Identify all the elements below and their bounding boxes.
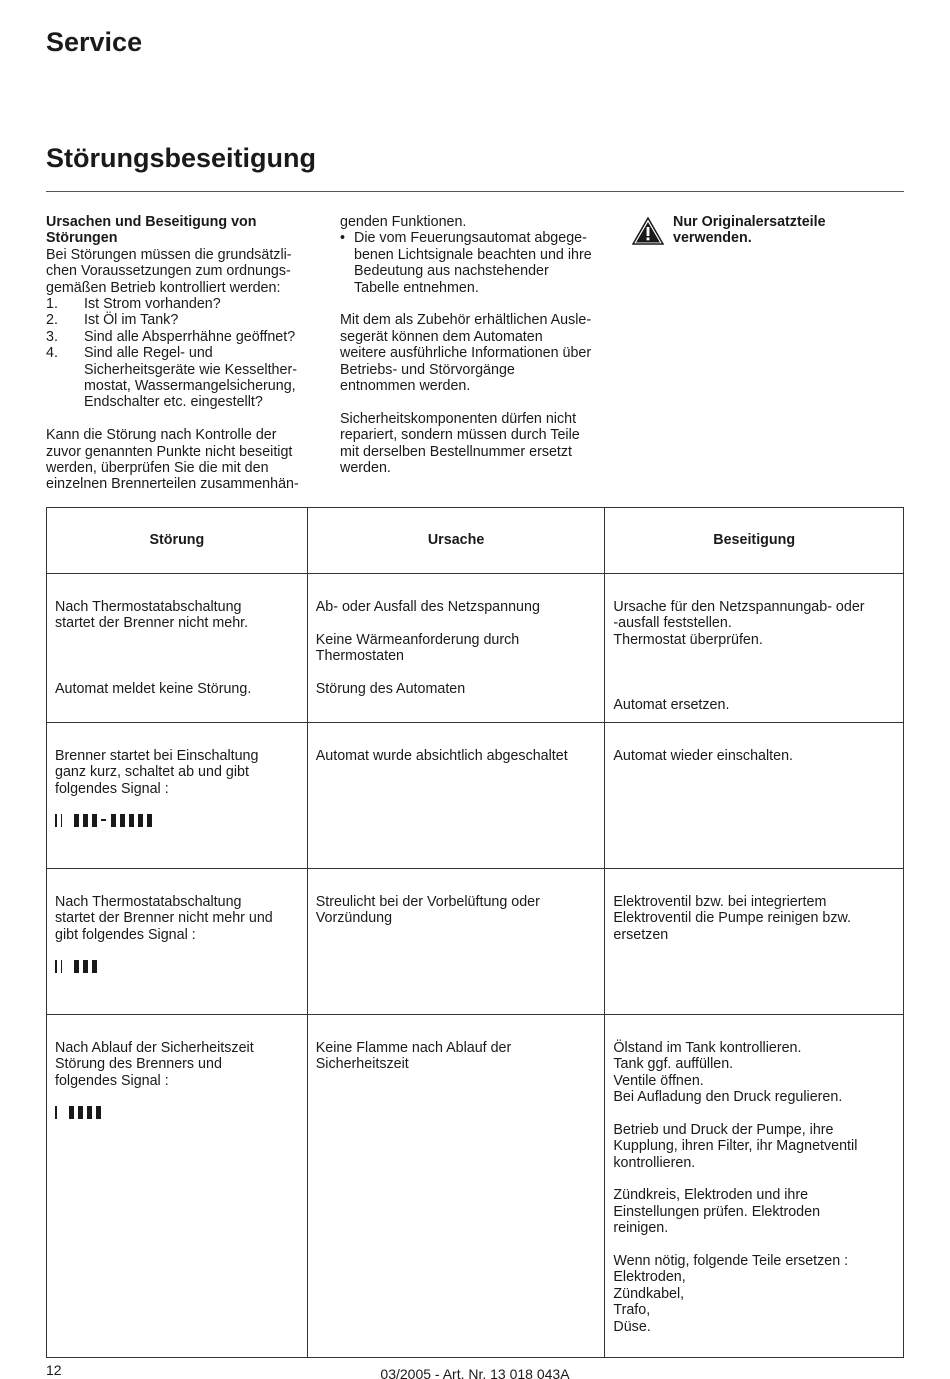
table-row bbox=[47, 574, 904, 723]
text-line: Betriebs- und Störvorgänge bbox=[340, 361, 515, 378]
column-header-beseitigung: Beseitigung bbox=[605, 508, 904, 574]
intro-paragraph bbox=[46, 427, 316, 493]
beseitigung-cell bbox=[605, 574, 904, 723]
beseitigung-cell bbox=[605, 722, 904, 868]
cell-paragraph bbox=[316, 1040, 597, 1073]
title-divider bbox=[46, 191, 904, 192]
column-header-stoerung: Störung bbox=[47, 508, 308, 574]
signal-pulse-mark bbox=[147, 814, 152, 827]
text-line: Nach Thermostatabschaltung bbox=[55, 599, 242, 615]
text-line: Automat wurde absichtlich abgeschaltet bbox=[315, 747, 568, 764]
text-line: Wenn nötig, folgende Teile ersetzen : bbox=[613, 1253, 849, 1270]
cell-paragraph bbox=[613, 894, 895, 943]
text-line: mostat, Wassermangelsicherung, bbox=[84, 378, 296, 395]
safety-paragraph bbox=[340, 411, 612, 477]
text-line: gemäßen Betrieb kontrolliert werden: bbox=[46, 279, 281, 296]
signal-pulse-mark bbox=[66, 814, 70, 827]
signal-pulse-mark bbox=[92, 960, 97, 973]
signal-bullet-list bbox=[340, 230, 612, 296]
text-line: Keine Wärmeanforderung durch bbox=[315, 631, 520, 648]
warning-line-1: Nur Originalersatzteile bbox=[673, 214, 826, 230]
blink-signal-icon bbox=[55, 959, 299, 973]
cell-paragraph bbox=[316, 894, 597, 927]
warning-line-2: verwenden. bbox=[673, 230, 752, 247]
text-line: weitere ausführliche Informationen über bbox=[340, 345, 592, 362]
text-line: ganz kurz, schaltet ab und gibt bbox=[55, 764, 249, 781]
text-line: Vorzündung bbox=[315, 910, 393, 927]
cell-paragraph bbox=[613, 748, 895, 764]
step-number: 3. bbox=[46, 328, 58, 345]
text-line: Störung des Brenners und bbox=[55, 1056, 222, 1073]
text-line: Sind alle Regel- und bbox=[84, 345, 213, 362]
signal-pulse-mark bbox=[55, 814, 57, 827]
ursache-cell bbox=[307, 868, 605, 1014]
text-line: benen Lichtsignale beachten und ihre bbox=[354, 246, 592, 263]
cell-paragraph bbox=[613, 665, 895, 681]
step-number: 2. bbox=[46, 312, 58, 329]
warning-notice bbox=[632, 214, 904, 247]
signal-pulse-mark bbox=[96, 1106, 101, 1119]
signal-pulse-mark bbox=[129, 814, 134, 827]
fault-table bbox=[46, 507, 904, 1358]
cell-paragraph bbox=[613, 1122, 895, 1171]
cell-paragraph bbox=[55, 681, 299, 697]
text-line: startet der Brenner nicht mehr und bbox=[55, 910, 273, 927]
blink-signal-icon bbox=[55, 1105, 299, 1119]
text-line: Düse. bbox=[613, 1318, 651, 1335]
beseitigung-cell bbox=[605, 868, 904, 1014]
signal-pulse-mark bbox=[83, 960, 88, 973]
step-text bbox=[84, 329, 295, 345]
stoerung-cell bbox=[47, 1014, 308, 1357]
text-line: folgendes Signal : bbox=[55, 1072, 169, 1089]
signal-pulse-mark bbox=[69, 1106, 74, 1119]
list-item bbox=[46, 345, 316, 411]
text-line: mit derselben Bestellnummer ersetzt bbox=[340, 443, 573, 460]
text-line: Die vom Feuerungsautomat abgege- bbox=[354, 230, 587, 247]
text-line: Kann die Störung nach Kontrolle der bbox=[46, 427, 277, 444]
text-line: Sind alle Absperrhähne geöffnet? bbox=[84, 328, 296, 345]
signal-pulse-mark bbox=[74, 814, 79, 827]
text-line: Zündkabel, bbox=[613, 1285, 685, 1302]
list-item bbox=[46, 296, 316, 312]
cell-paragraph bbox=[613, 1040, 895, 1106]
intro-heading-line-1: Ursachen und Beseitigung von bbox=[46, 214, 257, 230]
step-number: 1. bbox=[46, 296, 58, 313]
table-row bbox=[47, 868, 904, 1014]
signal-pulse-mark bbox=[138, 814, 143, 827]
text-line: Thermostaten bbox=[315, 648, 404, 665]
signal-pause-mark bbox=[101, 819, 106, 821]
signal-pulse-mark bbox=[74, 960, 79, 973]
text-line: entnommen werden. bbox=[340, 378, 471, 395]
list-item bbox=[46, 312, 316, 328]
text-line: Ursache für den Netzspannungab- oder bbox=[613, 599, 865, 615]
text-line: Bei Aufladung den Druck regulieren. bbox=[613, 1089, 843, 1106]
signal-pulse-mark bbox=[87, 1106, 92, 1119]
text-line: Endschalter etc. eingestellt? bbox=[84, 394, 263, 411]
intro-heading bbox=[46, 214, 316, 247]
cell-paragraph bbox=[55, 599, 299, 632]
document-reference: 03/2005 - Art. Nr. 13 018 043A bbox=[380, 1366, 570, 1379]
text-line: startet der Brenner nicht mehr. bbox=[55, 615, 249, 632]
step-text bbox=[84, 345, 297, 410]
signal-pulse-mark bbox=[120, 814, 125, 827]
step-text bbox=[84, 296, 221, 312]
text-line: zuvor genannten Punkte nicht beseitigt bbox=[46, 443, 293, 460]
cell-paragraph bbox=[55, 748, 299, 797]
text-line: werden. bbox=[340, 460, 391, 477]
text-line: Sicherheitsgeräte wie Kesselther- bbox=[84, 361, 297, 378]
text-line: Ventile öffnen. bbox=[613, 1072, 704, 1089]
signal-pulse-mark bbox=[61, 960, 63, 973]
intro-column-1 bbox=[46, 214, 316, 493]
text-line: kontrollieren. bbox=[613, 1154, 696, 1171]
signal-pulse-mark bbox=[61, 1106, 65, 1119]
signal-pulse-mark bbox=[55, 1106, 57, 1119]
page-number: 12 bbox=[46, 1362, 62, 1378]
text-line: Thermostat überprüfen. bbox=[613, 631, 763, 648]
text-line: Betrieb und Druck der Pumpe, ihre bbox=[613, 1121, 834, 1138]
text-line: Kupplung, ihren Filter, ihr Magnetventil bbox=[613, 1138, 858, 1155]
cell-paragraph bbox=[613, 697, 895, 713]
text-line: Einstellungen prüfen. Elektroden bbox=[613, 1203, 821, 1220]
text-line: Automat ersetzen. bbox=[613, 697, 730, 714]
text-line: -ausfall feststellen. bbox=[613, 615, 732, 632]
table-row bbox=[47, 1014, 904, 1357]
section-title: Service bbox=[46, 27, 143, 57]
text-line: Störung des Automaten bbox=[315, 681, 466, 697]
warning-text bbox=[673, 214, 826, 247]
text-line: Nach Thermostatabschaltung bbox=[55, 893, 242, 910]
cell-paragraph bbox=[316, 748, 597, 764]
cell-paragraph bbox=[316, 681, 597, 697]
text-line: Ist Strom vorhanden? bbox=[84, 296, 221, 313]
text-line: Automat meldet keine Störung. bbox=[55, 681, 252, 697]
text-line: einzelnen Brennerteilen zusammenhän- bbox=[46, 476, 299, 493]
text-line: Streulicht bei der Vorbelüftung oder bbox=[315, 893, 540, 910]
text-line: folgendes Signal : bbox=[55, 780, 169, 797]
text-line: gibt folgendes Signal : bbox=[55, 926, 196, 943]
signal-pulse-mark bbox=[92, 814, 97, 827]
cell-paragraph bbox=[55, 894, 299, 943]
text-line: segerät können dem Automaten bbox=[340, 328, 543, 345]
stoerung-cell bbox=[47, 574, 308, 723]
step-text bbox=[84, 312, 178, 328]
cell-paragraph bbox=[55, 648, 299, 664]
bullet-text bbox=[354, 230, 592, 295]
accessory-paragraph bbox=[340, 312, 612, 394]
table-header-row bbox=[47, 508, 904, 574]
signal-pulse-mark bbox=[83, 814, 88, 827]
intro-continuation: genden Funktionen. bbox=[340, 214, 467, 230]
text-line: Nach Ablauf der Sicherheitszeit bbox=[55, 1039, 254, 1056]
cell-paragraph bbox=[55, 1040, 299, 1089]
text-line: repariert, sondern müssen durch Teile bbox=[340, 427, 580, 444]
text-line: Elektroventil die Pumpe reinigen bzw. bbox=[613, 910, 852, 927]
text-line: Keine Flamme nach Ablauf der bbox=[315, 1039, 512, 1056]
stoerung-cell bbox=[47, 868, 308, 1014]
text-line: Elektroden, bbox=[613, 1269, 686, 1286]
warning-triangle-icon bbox=[632, 217, 664, 245]
text-line: reinigen. bbox=[613, 1220, 669, 1237]
step-number: 4. bbox=[46, 345, 58, 362]
list-item bbox=[340, 230, 612, 296]
beseitigung-cell bbox=[605, 1014, 904, 1357]
text-line: Bei Störungen müssen die grundsätzli- bbox=[46, 246, 292, 263]
text-line: chen Voraussetzungen zum ordnungs- bbox=[46, 263, 291, 280]
text-line: Sicherheitszeit bbox=[315, 1056, 409, 1073]
text-line: Ölstand im Tank kontrollieren. bbox=[613, 1039, 802, 1056]
text-line: werden, überprüfen Sie die mit den bbox=[46, 460, 269, 477]
blink-signal-icon bbox=[55, 813, 299, 827]
text-line: Automat wieder einschalten. bbox=[613, 747, 793, 764]
cell-paragraph bbox=[316, 632, 597, 665]
column-header-ursache: Ursache bbox=[307, 508, 605, 574]
text-line: Ist Öl im Tank? bbox=[84, 312, 179, 329]
ursache-cell bbox=[307, 722, 605, 868]
ursache-cell bbox=[307, 574, 605, 723]
text-line: Tabelle entnehmen. bbox=[354, 279, 479, 296]
text-line: Tank ggf. auffüllen. bbox=[613, 1056, 734, 1073]
bullet-icon: • bbox=[340, 230, 346, 247]
text-line: Sicherheitskomponenten dürfen nicht bbox=[340, 410, 577, 427]
text-line: ersetzen bbox=[613, 926, 669, 943]
intro-lead bbox=[46, 247, 316, 296]
list-item bbox=[46, 329, 316, 345]
signal-pulse-mark bbox=[78, 1106, 83, 1119]
text-line: Elektroventil bzw. bei integriertem bbox=[613, 893, 827, 910]
table-row bbox=[47, 722, 904, 868]
text-line: Mit dem als Zubehör erhältlichen Ausle- bbox=[340, 312, 592, 329]
text-line: Ab- oder Ausfall des Netzspannung bbox=[315, 599, 540, 615]
ursache-cell bbox=[307, 1014, 605, 1357]
cell-paragraph bbox=[316, 599, 597, 615]
stoerung-cell bbox=[47, 722, 308, 868]
cell-paragraph bbox=[613, 1187, 895, 1236]
signal-pulse-mark bbox=[66, 960, 70, 973]
signal-pulse-mark bbox=[111, 814, 116, 827]
check-steps-list bbox=[46, 296, 316, 411]
intro-column-2 bbox=[340, 214, 612, 476]
text-line: Bedeutung aus nachstehender bbox=[354, 263, 549, 280]
cell-paragraph bbox=[613, 599, 895, 648]
text-line: Trafo, bbox=[613, 1302, 651, 1319]
page-title: Störungsbeseitigung bbox=[46, 143, 316, 173]
signal-pulse-mark bbox=[61, 814, 63, 827]
cell-paragraph bbox=[613, 1253, 895, 1335]
intro-heading-line-2: Störungen bbox=[46, 230, 118, 247]
text-line: Zündkreis, Elektroden und ihre bbox=[613, 1187, 809, 1204]
text-line: Brenner startet bei Einschaltung bbox=[55, 747, 259, 764]
signal-pulse-mark bbox=[55, 960, 57, 973]
